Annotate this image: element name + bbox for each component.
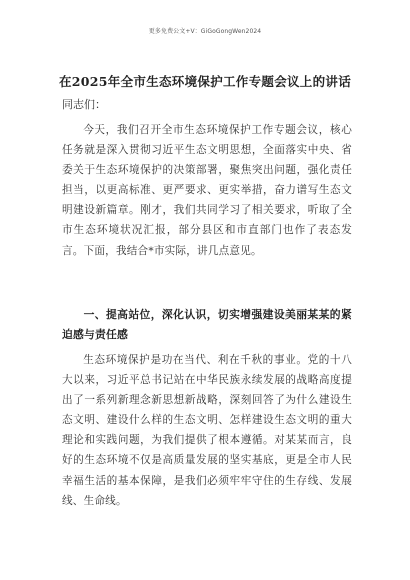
salutation: 同志们： xyxy=(62,98,106,111)
document-title: 在2025年全市生态环境保护工作专题会议上的讲话 xyxy=(59,74,351,89)
watermark-text: 更多免费公文+V：GiGoGongWen2024 xyxy=(148,28,262,35)
paragraph-intro: 今天，我们召开全市生态环境保护工作专题会议，核心任务就是深入贯彻习近平生态文明思想，全面落实中央、省委关于生态环境保护的决策部署，聚焦突出问题，强化责任担当，以更高标准、更严要求、更实举措，奋力谱写生态文明建设新篇章。刚才，我们共同学习了相关要求，听取了全市生态环境状况汇报，部分县区和市直部门也作了表态发言。下面，我结合*市实际，讲几点意见。 xyxy=(62,124,352,257)
section-heading-1: 一、提高站位，深化认识，切实增强建设美丽某某的紧迫感与责任感 xyxy=(62,308,352,341)
paragraph-section1: 生态环境保护是功在当代、利在千秋的事业。党的十八大以来，习近平总书记站在中华民族永续发展的战略高度提出了一系列新理念新思想新战略，深刻回答了为什么建设生态文明、建设什么样的生态文明、怎样建设生态文明的重大理论和实践问题，为我们提供了根本遵循。对某某而言，良好的生态环境不仅是高质量发展的坚实基底，更是全市人民幸福生活的基本保障，是我们必须牢牢守住的生存线、发展线、生命线。 xyxy=(62,354,352,507)
